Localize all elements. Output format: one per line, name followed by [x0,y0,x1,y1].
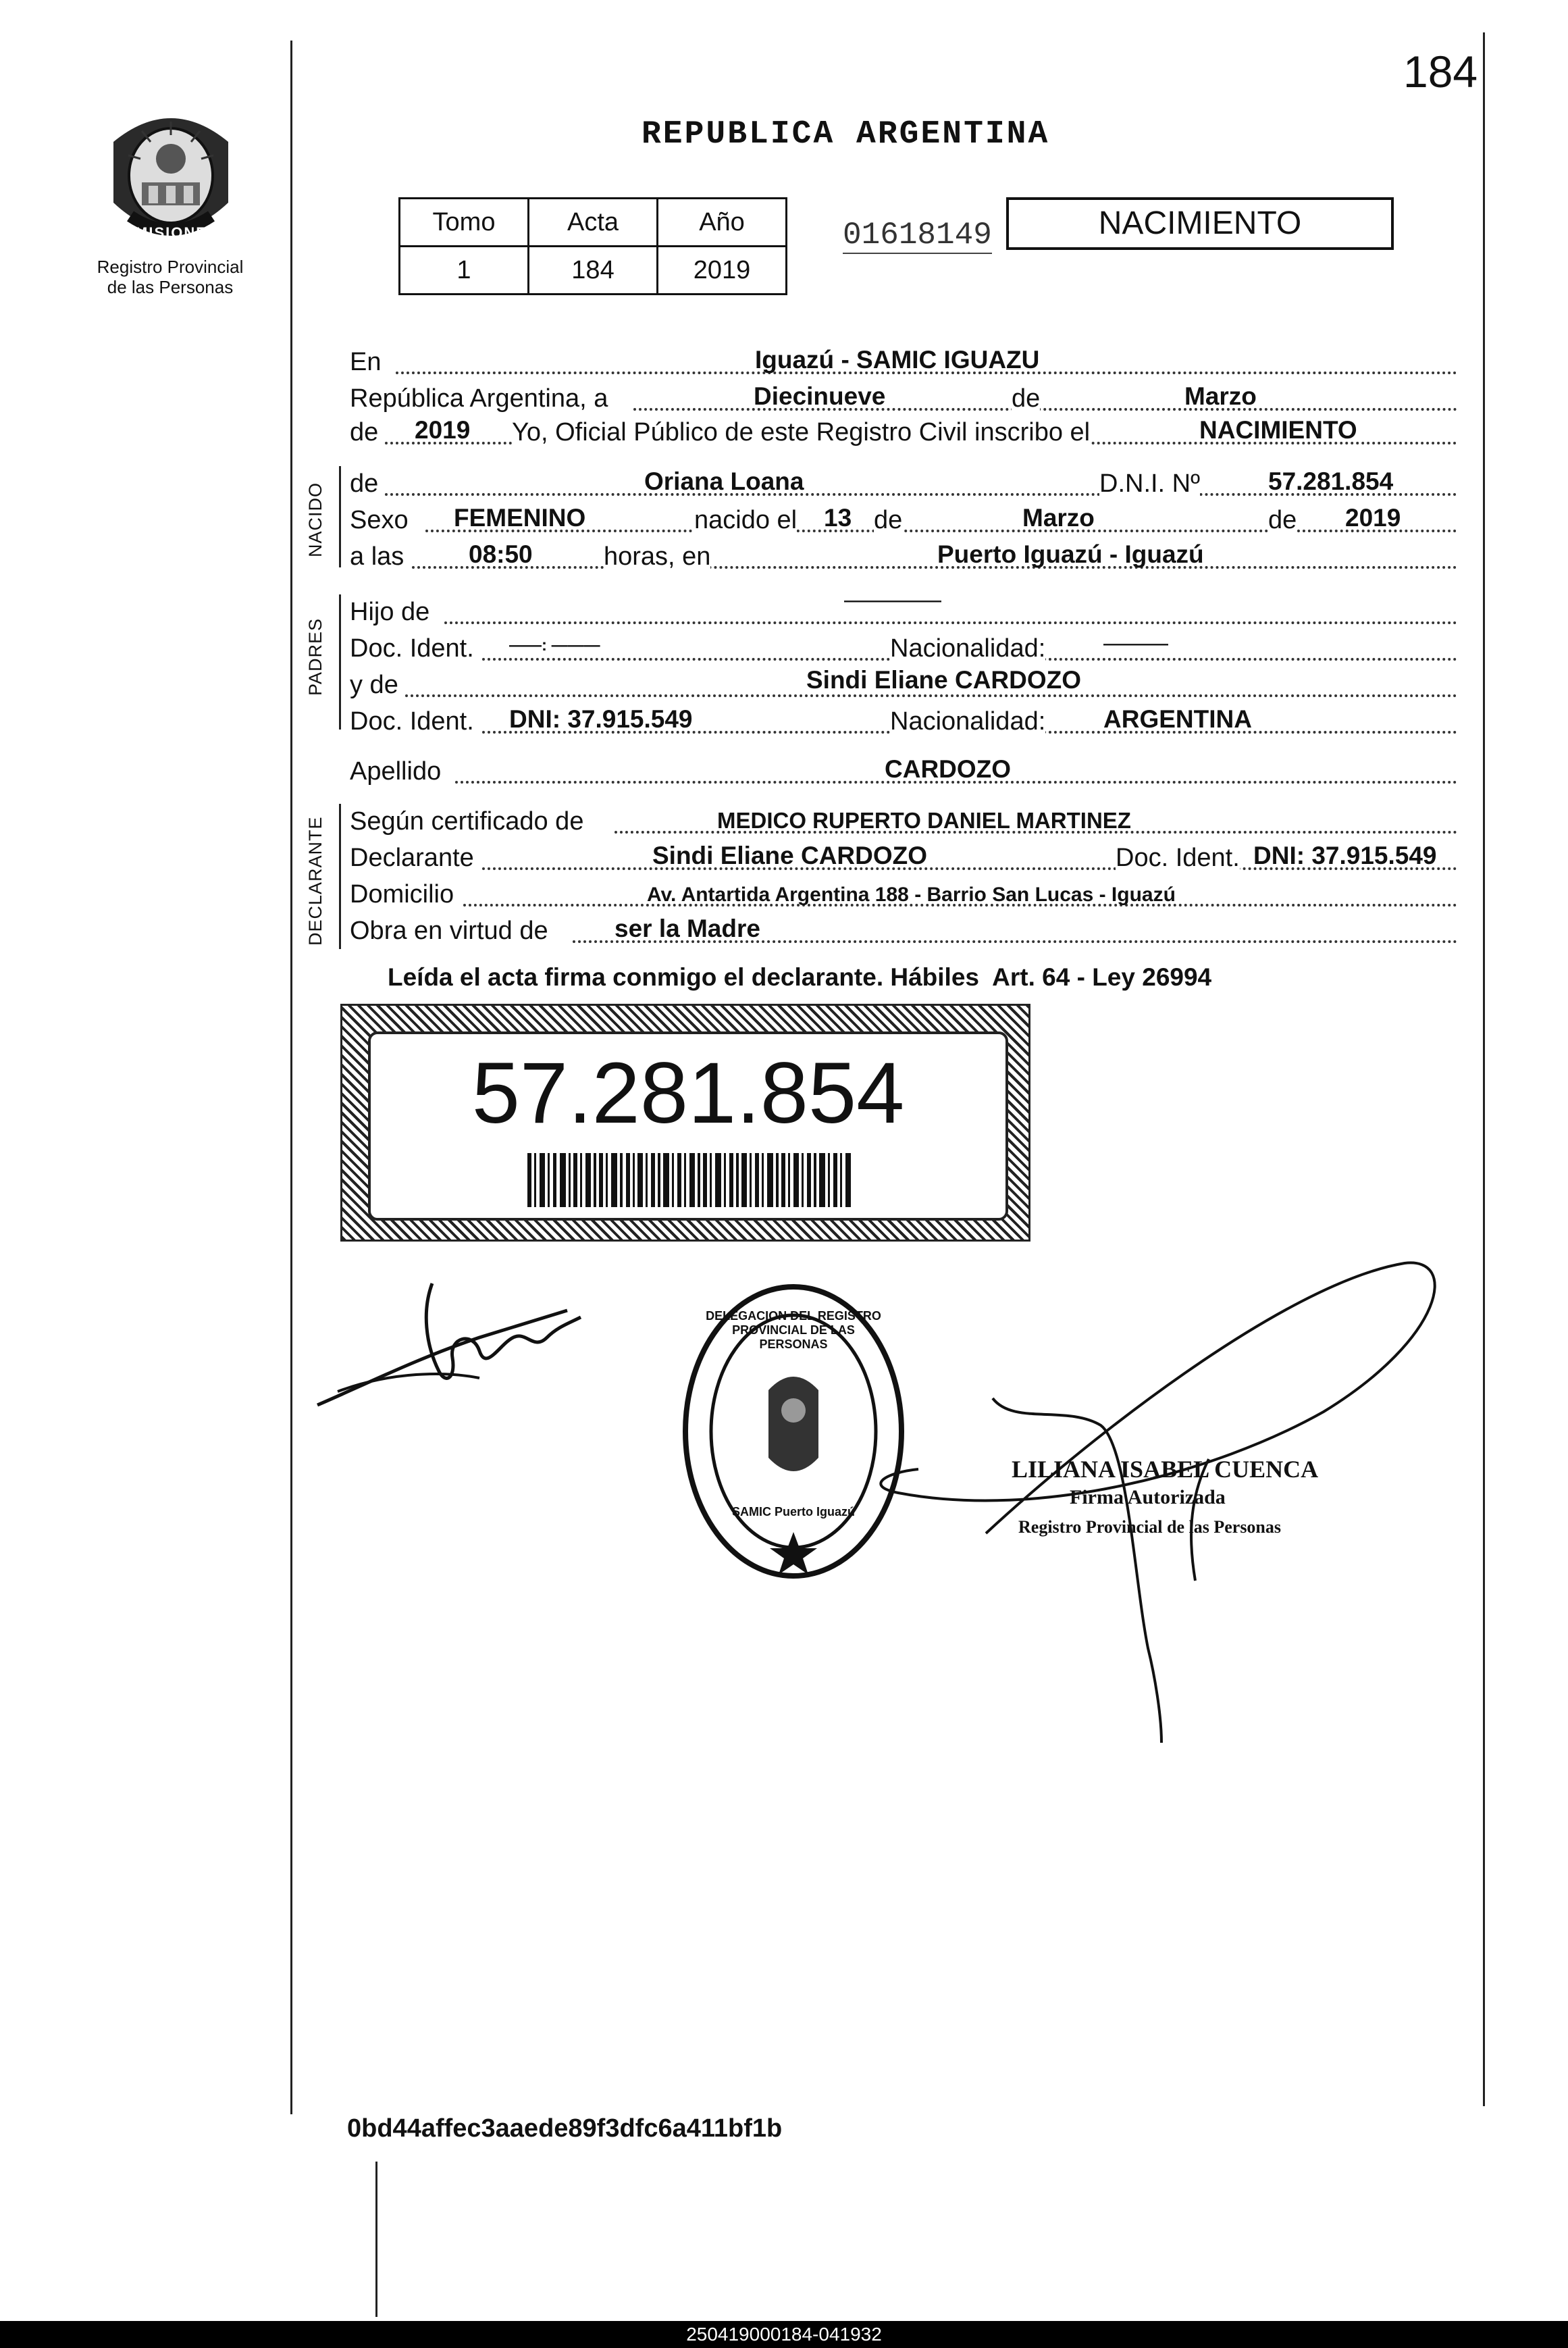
dom-value: Av. Antartida Argentina 188 - Barrio San Lucas - Iguazú [647,884,1176,906]
registry-table [398,197,787,295]
inscribo-value: NACIMIENTO [1199,416,1357,444]
row-nombre [350,466,1457,503]
nac-de2-label: de [1268,506,1297,534]
row-obra [350,913,1457,950]
nombre-label: de [350,469,379,498]
row-en [350,344,1457,381]
nac2-label: Nacionalidad: [890,707,1046,736]
declarant-signature [311,1270,594,1419]
dia-value: Diecinueve [754,382,886,410]
hijo-label: Hijo de [350,598,430,626]
cert-label: Según certificado de [350,807,584,836]
obra-value: ser la Madre [615,915,760,942]
anio-label: de [350,418,379,446]
registry-value-anio: 2019 [658,247,787,295]
official-name: LILIANA ISABEL CUENCA [1012,1456,1319,1483]
registry-header-tomo: Tomo [400,199,529,247]
section-label-padres: PADRES [305,617,325,696]
fecha-de-label: de [1012,384,1041,413]
yde-label: y de [350,671,398,699]
republica-label: República Argentina, a [350,384,608,413]
nac-mes-value: Marzo [1022,504,1095,532]
declarante-bar [339,804,341,949]
en-value: Iguazú - SAMIC IGUAZU [755,346,1040,374]
nacido-bar [339,466,341,567]
registry-value-acta: 184 [529,247,658,295]
left-margin-line [290,41,292,2114]
nac2-value: ARGENTINA [1103,705,1252,733]
dni-sticker-inner [368,1031,1008,1221]
section-label-declarante: DECLARANTE [305,816,325,946]
doc1-value: ——: ——— [509,636,600,655]
apellido-value: CARDOZO [885,755,1012,783]
row-doc1 [350,631,1457,667]
hora-label: a las [350,542,404,571]
registry-value-tomo: 1 [400,247,529,295]
barcode-icon [527,1153,852,1207]
dom-label: Domicilio [350,880,454,909]
nombre-value: Oriana Loana [644,467,804,495]
nac-de1-label: de [874,506,903,534]
madre-value: Sindi Eliane CARDOZO [806,666,1082,694]
mes-value: Marzo [1184,382,1257,410]
nac1-value: ———— [1103,635,1168,653]
footer-code: 250419000184-041932 [686,2324,882,2345]
decl-value: Sindi Eliane CARDOZO [652,842,928,869]
row-hijo [350,594,1457,631]
decl-doc-value: DNI: 37.915.549 [1253,842,1437,869]
official-org: Registro Provincial de las Personas [1018,1517,1282,1537]
doc2-label: Doc. Ident. [350,707,474,736]
row-doc2 [350,704,1457,740]
doc2-value: DNI: 37.915.549 [509,705,693,733]
lugar-value: Puerto Iguazú - Iguazú [937,540,1204,568]
hora-value: 08:50 [469,540,533,568]
nac1-label: Nacionalidad: [890,634,1046,663]
hijo-value: —————— [844,592,941,610]
sexo-value: FEMENINO [454,504,586,532]
row-certificado [350,804,1457,840]
page-number: 184 [1403,47,1478,97]
logo-caption-line2: de las Personas [107,277,234,297]
cert-value: MEDICO RUPERTO DANIEL MARTINEZ [717,808,1131,833]
sexo-label: Sexo [350,506,409,534]
footer-bar [0,2321,1568,2348]
dni-label: D.N.I. Nº [1099,469,1200,498]
closing-statement: Leída el acta firma conmigo el declarante. Hábiles Art. 64 - Ley 26994 [388,963,1212,991]
country-title: REPUBLICA ARGENTINA [642,116,1050,153]
decl-label: Declarante [350,844,474,872]
apellido-label: Apellido [350,757,442,786]
registry-header-acta: Acta [529,199,658,247]
row-fecha [350,381,1457,417]
nac-dia-value: 13 [824,504,852,532]
padres-bar [339,594,341,730]
dni-value: 57.281.854 [1268,467,1394,495]
row-domicilio [350,877,1457,913]
official-role: Firma Autorizada [1070,1486,1226,1508]
doc-type-box: NACIMIENTO [1006,197,1394,250]
doc1-label: Doc. Ident. [350,634,474,663]
logo-arc-text: PROVINCIA DE [144,105,217,117]
registry-header-anio: Año [658,199,787,247]
seal-text: DELEGACION DEL REGISTRO PROVINCIAL DE LAS PERSONAS [706,1309,881,1351]
serial-number: 01618149 [843,218,992,253]
horas-en-label: horas, en [604,542,711,571]
document-hash: 0bd44affec3aaede89f3dfc6a411bf1b [347,2114,783,2143]
decl-doc-label: Doc. Ident. [1116,844,1240,872]
logo-caption-line1: Registro Provincial [97,257,244,277]
seal-inner-text: SAMIC Puerto Iguazú [731,1505,855,1518]
right-margin-line [1483,32,1485,2106]
row-inscripcion [350,415,1457,451]
row-hora [350,539,1457,576]
row-madre [350,667,1457,704]
oficial-label: Yo, Oficial Público de este Registro Civil inscribo el [512,418,1091,446]
dni-sticker-number: 57.281.854 [471,1045,905,1142]
en-label: En [350,348,382,376]
logo [93,101,249,257]
row-sexo [350,503,1457,539]
row-declarante [350,840,1457,877]
section-label-nacido: NACIDO [305,482,325,557]
logo-bottom-text: MISIONES [135,224,219,241]
obra-label: Obra en virtud de [350,917,548,945]
row-apellido [350,754,1457,790]
nacido-label: nacido el [694,506,798,534]
anio-value: 2019 [415,416,471,444]
left-margin-line-lower [375,2162,377,2317]
nac-anio-value: 2019 [1345,504,1401,532]
